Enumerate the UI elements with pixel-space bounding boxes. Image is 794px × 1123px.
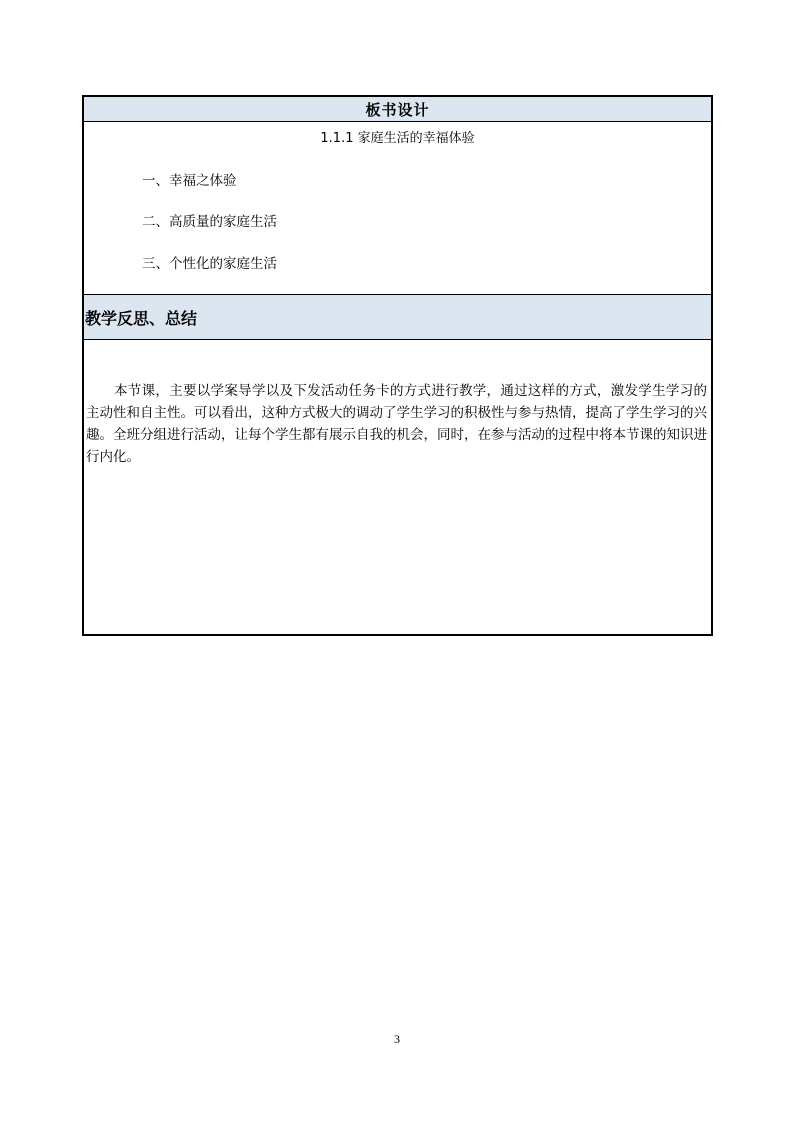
reflection-body: 本节课，主要以学案导学以及下发活动任务卡的方式进行教学，通过这样的方式，激发学生学习的主动性和自主性。可以看出，这种方式极大的调动了学生学习的积极性与参与热情，提高了学生学习的兴趣。全班分组进行活动，让每个学生都有展示自我的机会，同时，在参与活动的过程中将本节课的知识进行内化。 [86, 383, 707, 465]
outline-item-3: 三、个性化的家庭生活 [142, 256, 277, 272]
page-number: 3 [394, 1032, 400, 1046]
reflection-title: 教学反思、总结 [85, 308, 198, 328]
reflection-header [84, 294, 711, 340]
outline-item-2: 二、高质量的家庭生活 [142, 214, 277, 230]
board-design-content [84, 122, 711, 294]
board-design-header [84, 97, 711, 122]
lesson-table [82, 95, 713, 636]
lesson-subtitle: 1.1.1 家庭生活的幸福体验 [320, 131, 475, 146]
board-design-title: 板书设计 [365, 100, 430, 119]
outline-item-1: 一、幸福之体验 [142, 173, 237, 189]
